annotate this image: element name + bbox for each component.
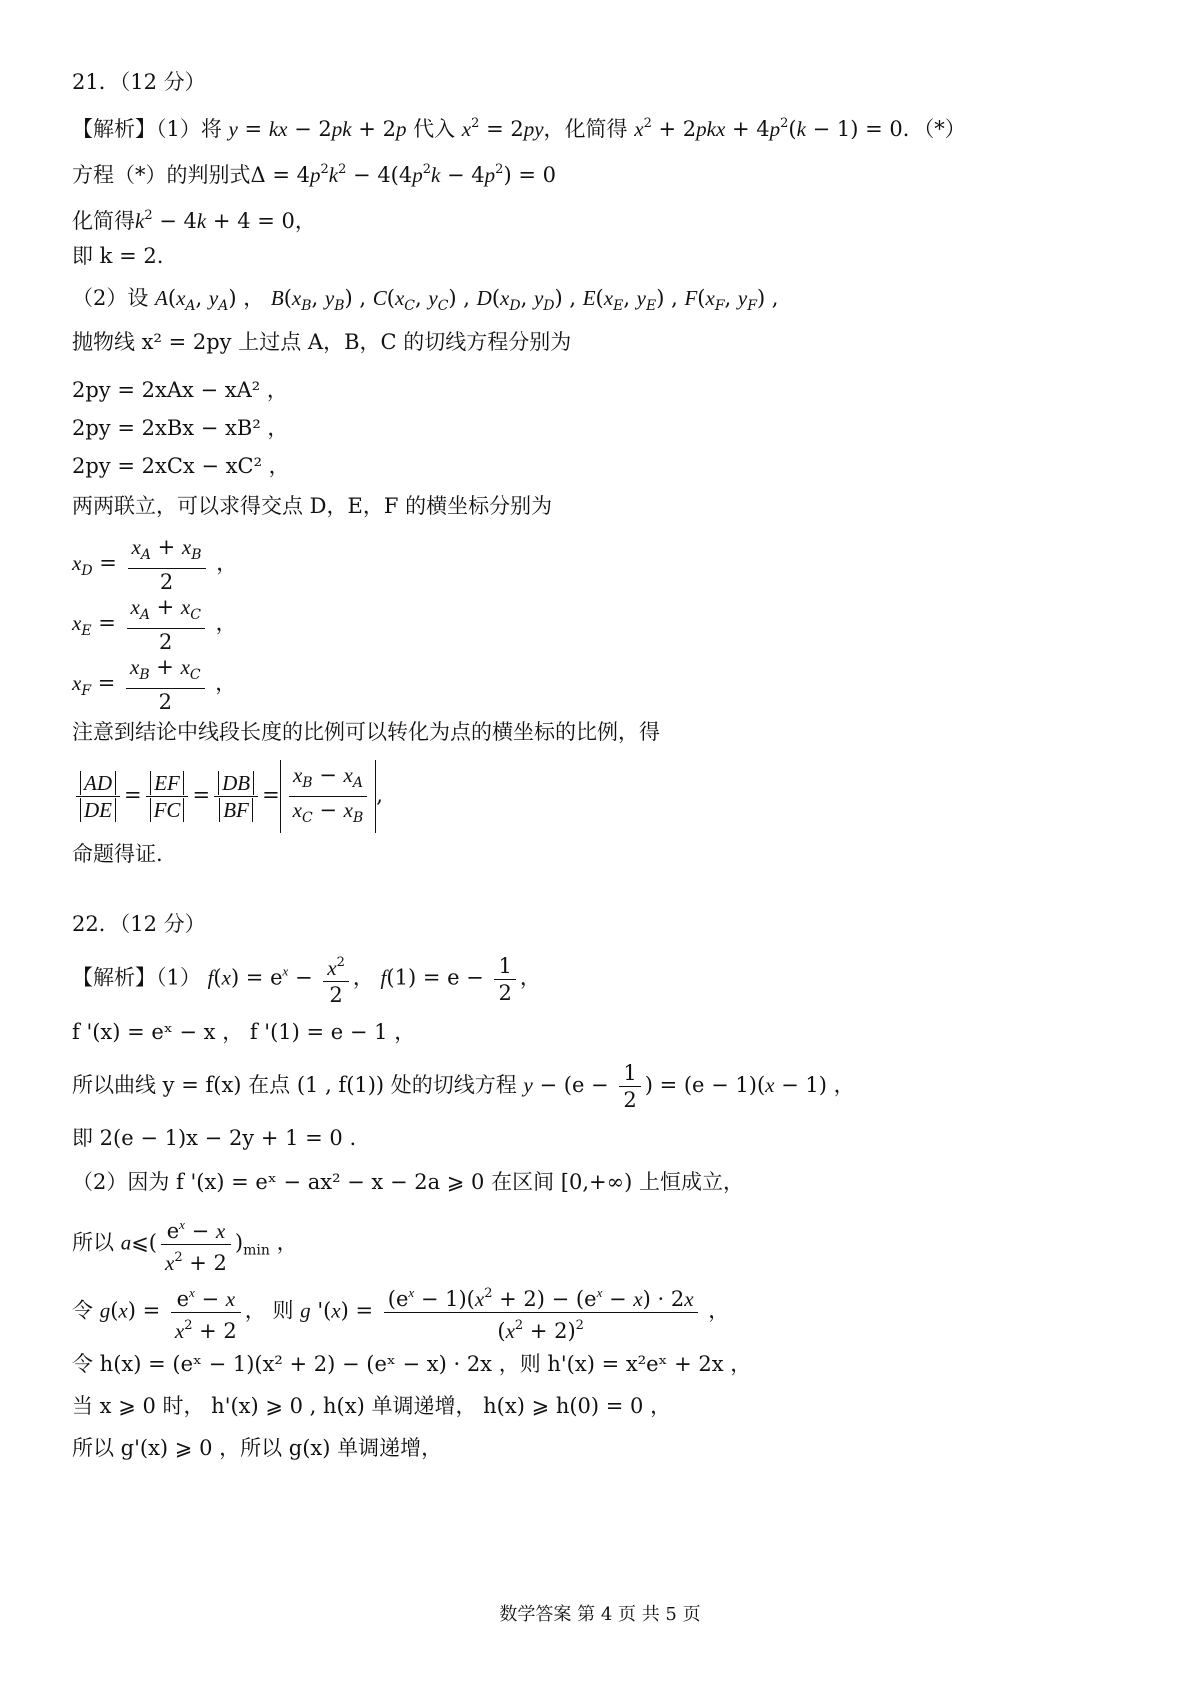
q22-tangent-result: 即 2(e − 1)x − 2y + 1 = 0 .	[72, 1126, 357, 1150]
q21-tangent-b: 2py = 2xBx − xB² ，	[72, 416, 289, 440]
q22-derivative: f '(x) = eˣ − x ， f '(1) = e − 1 ，	[72, 1020, 416, 1044]
q21-xd: $x_D$ = $\frac{x_A + x_B}{2}$ ，	[72, 535, 238, 594]
q21-intersection-intro: 两两联立，可以求得交点 D，E，F 的横坐标分别为	[72, 494, 553, 518]
q22-part1-function: 【解析】（1） $f(x) = e^x$ − $\frac{x^2}{2}$ ， f(1) = e − $\frac{1}{2}$ ，	[72, 950, 541, 1008]
q22-a-bound: 所以 a⩽( $\frac{e^x - x}{x^2 + 2}$ )$_{min}$ ，	[72, 1212, 298, 1276]
q21-header: 21．（12 分）	[72, 70, 206, 94]
q21-ratio-equation: $\frac{AD}{DE}$ = $\frac{EF}{FC}$ = $\frac{DB}{BF}$ = $\frac{x_B - x_A}{x_C - x_B}$ ,	[72, 760, 383, 833]
q22-h-definition: 令 h(x) = (eˣ − 1)(x² + 2) − (eˣ − x) · 2x ，则 h'(x) = x²eˣ + 2x ，	[72, 1352, 752, 1376]
q22-monotonic-g: 所以 g'(x) ⩾ 0 ，所以 g(x) 单调递增，	[72, 1436, 443, 1460]
q22-tangent-line: 所以曲线 y = f(x) 在点 (1 , f(1)) 处的切线方程 y − (e − $\frac{1}{2}$ ) = (e − 1)(x − 1) ，	[72, 1061, 855, 1112]
q21-discriminant: 方程（*）的判别式$\Delta = 4p^2k^2 - 4(4p^2k - 4p^2) = 0$	[72, 162, 556, 187]
q21-conclusion: 命题得证.	[72, 842, 163, 866]
q21-part2-points: （2）设 $A(x_A$, $y_A$) ， $B(x_B$, $y_B$) , $C(x_C$, $y_C$) , $D(x_D$, $y_D$) , $E(x_E$, $y_E$) , $F(x_F$, $y_F$) ,	[72, 286, 779, 314]
q22-monotonic-h: 当 x ⩾ 0 时， h'(x) ⩾ 0 , h(x) 单调递增， h(x) ⩾ h(0) = 0 ，	[72, 1394, 672, 1418]
q22-header: 22．（12 分）	[72, 912, 206, 936]
q21-xf: $x_F$ = $\frac{x_B + x_C}{2}$ ，	[72, 655, 237, 714]
q21-tangent-c: 2py = 2xCx − xC² ，	[72, 454, 290, 478]
q22-part2-condition: （2）因为 f '(x) = eˣ − ax² − x − 2a ⩾ 0 在区间 [0,+∞) 上恒成立，	[72, 1170, 744, 1194]
q21-k-value: 即 k = 2.	[72, 244, 164, 268]
q21-xe: $x_E$ = $\frac{x_A + x_C}{2}$ ，	[72, 595, 237, 654]
q21-ratio-intro: 注意到结论中线段长度的比例可以转化为点的横坐标的比例，得	[72, 720, 660, 744]
q21-part1-line1: 【解析】（1）将 y = kx − 2pk + 2p 代入 $x^2 = 2py$，化简得 $x^2 + 2pkx + 4p^2(k - 1) = 0$．（*）	[72, 116, 966, 141]
q21-tangent-intro: 抛物线 x² = 2py 上过点 A，B，C 的切线方程分别为	[72, 330, 572, 354]
page-footer: 数学答案 第 4 页 共 5 页	[499, 1604, 701, 1625]
q21-simplify: 化简得$k^2 - 4k + 4 = 0$，	[72, 208, 316, 233]
q22-g-definition: 令 g(x) = $\frac{e^x - x}{x^2 + 2}$ ， 则 g '(x) = $\frac{(e^x - 1)(x^2 + 2) - (e^x - x) \cdot 2x}{(x^2 + 2)^2}$ ，	[72, 1280, 729, 1344]
q21-tangent-a: 2py = 2xAx − xA² ，	[72, 378, 288, 402]
